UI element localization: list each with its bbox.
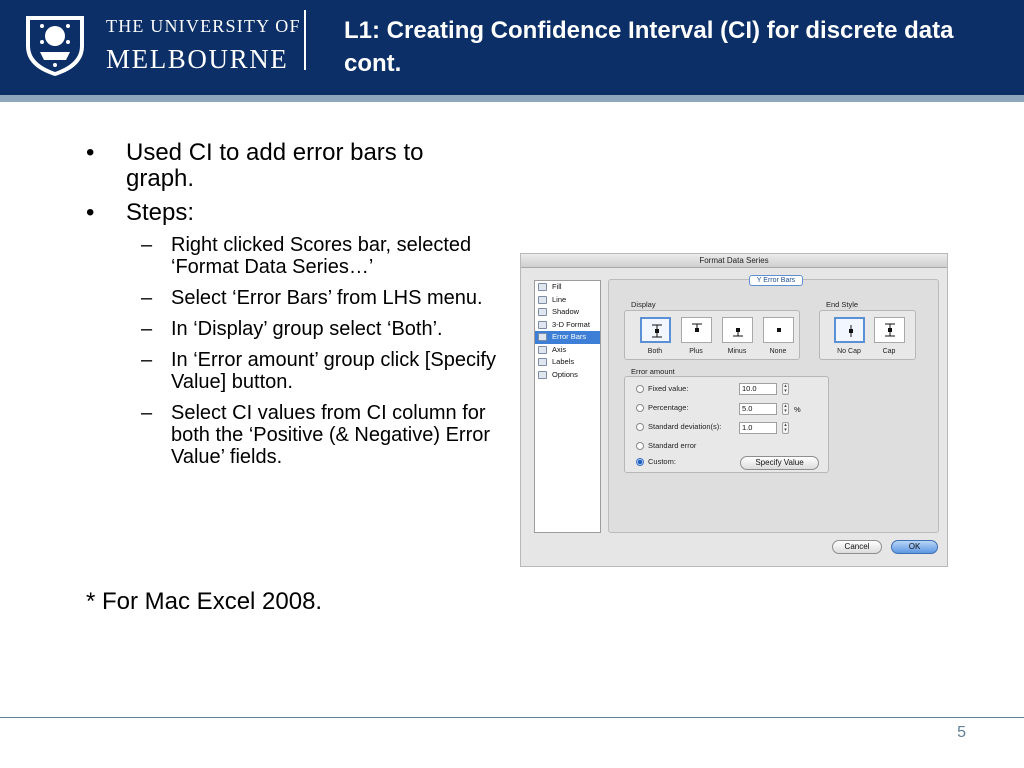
bullet-item [86,140,486,192]
line-icon [538,296,547,304]
slide-title: L1: Creating Confidence Interval (CI) for discrete data cont. [344,17,954,77]
sidebar-item-label: Fill [552,282,562,291]
university-name-line1: THE UNIVERSITY OF [106,16,301,36]
custom-radio[interactable] [636,458,644,466]
sidebar-item-options[interactable] [535,369,600,382]
fixed-value-input[interactable]: 10.0 [739,383,777,395]
dialog-sidebar [534,280,601,533]
end-style-cap-button[interactable] [874,317,905,343]
error-bars-icon [538,333,547,341]
sub-bullet-text: Right clicked Scores bar, selected ‘Format Data Series…’ [171,234,472,278]
standard-error-radio[interactable] [636,442,644,450]
format-data-series-dialog [520,253,948,567]
sidebar-item-labels[interactable] [535,356,600,369]
university-crest-icon [20,12,90,78]
end-style-no-cap-label: No Cap [837,348,861,355]
sub-bullet-item [86,349,526,393]
bullet-marker: • [86,199,95,226]
no-cap-icon [842,323,860,339]
sidebar-item-shadow[interactable] [535,306,600,319]
labels-icon [538,358,547,366]
3d-format-icon [538,321,547,329]
page-number: 5 [957,724,966,741]
tab-y-error-bars[interactable]: Y Error Bars [749,275,803,286]
error-bar-none-icon [770,322,788,338]
sidebar-item-label: Error Bars [552,332,587,341]
end-style-cap-label: Cap [882,348,896,355]
axis-icon [538,346,547,354]
shadow-icon [538,308,547,316]
sidebar-item-line[interactable] [535,294,600,307]
header-bar [0,0,1024,95]
percentage-input[interactable]: 5.0 [739,403,777,415]
display-none-label: None [769,348,787,355]
sub-bullet-marker: – [141,402,153,424]
fill-bucket-icon [538,283,547,291]
std-dev-stepper[interactable]: ▴ ▾ [782,422,789,434]
error-bar-minus-icon [729,322,747,338]
bullet-text: Used CI to add error bars to graph. [126,139,424,192]
cancel-button[interactable]: Cancel [832,540,882,554]
footer-rule [0,717,1024,718]
bullet-item [86,200,486,226]
sub-bullet-text: Select CI values from CI column for both the ‘Positive (& Negative) Error Value’ fields. [171,402,491,468]
sidebar-item-label: Options [552,369,578,379]
ok-button[interactable]: OK [891,540,938,554]
percentage-stepper[interactable]: ▴ ▾ [782,403,789,415]
sidebar-item-label: Labels [552,357,575,366]
sub-bullet-marker: – [141,234,153,256]
percentage-radio[interactable] [636,404,644,412]
specify-value-button[interactable]: Specify Value [740,456,819,470]
university-name-line2: MELBOURNE [106,44,289,74]
end-style-no-cap-button[interactable] [834,317,865,343]
header-rule [0,95,1024,102]
sidebar-item-label: Shadow [552,307,580,316]
end-style-group-label: End Style [826,300,859,309]
footnote: * For Mac Excel 2008. [86,588,323,615]
std-dev-label: Standard deviation(s): [648,422,722,431]
bullet-list [86,139,496,477]
sub-bullet-text: Select ‘Error Bars’ from LHS menu. [171,287,483,309]
options-icon [538,371,547,379]
display-minus-label: Minus [727,348,747,355]
std-dev-radio[interactable] [636,423,644,431]
display-none-button[interactable] [763,317,794,343]
sub-bullet-item [86,402,526,468]
sub-bullet-item [86,234,526,278]
sub-bullet-marker: – [141,349,153,371]
custom-label: Custom: [648,457,676,466]
cap-icon [881,322,899,338]
sidebar-item-label: 3-D Format [552,319,590,329]
fixed-value-label: Fixed value: [648,384,689,393]
sub-bullet-text: In ‘Display’ group select ‘Both’. [171,318,443,340]
standard-error-label: Standard error [648,441,697,450]
display-both-label: Both [647,348,663,355]
sidebar-item-3d-format[interactable] [535,319,600,332]
display-minus-button[interactable] [722,317,753,343]
error-bar-plus-icon [688,322,706,338]
sub-bullet-marker: – [141,287,153,309]
display-group-label: Display [631,300,656,309]
sub-bullet-list [126,234,496,468]
percentage-label: Percentage: [648,403,689,412]
sub-bullet-text: In ‘Error amount’ group click [Specify Value] button. [171,349,496,393]
display-both-button[interactable] [640,317,671,343]
display-plus-label: Plus [689,348,703,355]
sub-bullet-item [86,287,526,309]
fixed-value-stepper[interactable]: ▴ ▾ [782,383,789,395]
error-amount-group-label: Error amount [631,367,675,376]
sub-bullet-item [86,318,526,340]
sidebar-item-error-bars[interactable] [535,331,600,344]
logo-divider [304,10,306,70]
sidebar-item-label: Line [552,294,567,304]
sub-bullet-marker: – [141,318,153,340]
dialog-title: Format Data Series [521,254,947,268]
bullet-marker: • [86,139,95,166]
display-plus-button[interactable] [681,317,712,343]
bullet-text: Steps: [126,199,195,226]
sidebar-item-axis[interactable] [535,344,600,357]
percent-unit: % [794,405,801,414]
error-bar-both-icon [648,323,666,339]
sidebar-item-fill[interactable] [535,281,600,294]
std-dev-input[interactable]: 1.0 [739,422,777,434]
sidebar-item-label: Axis [552,344,567,354]
fixed-value-radio[interactable] [636,385,644,393]
